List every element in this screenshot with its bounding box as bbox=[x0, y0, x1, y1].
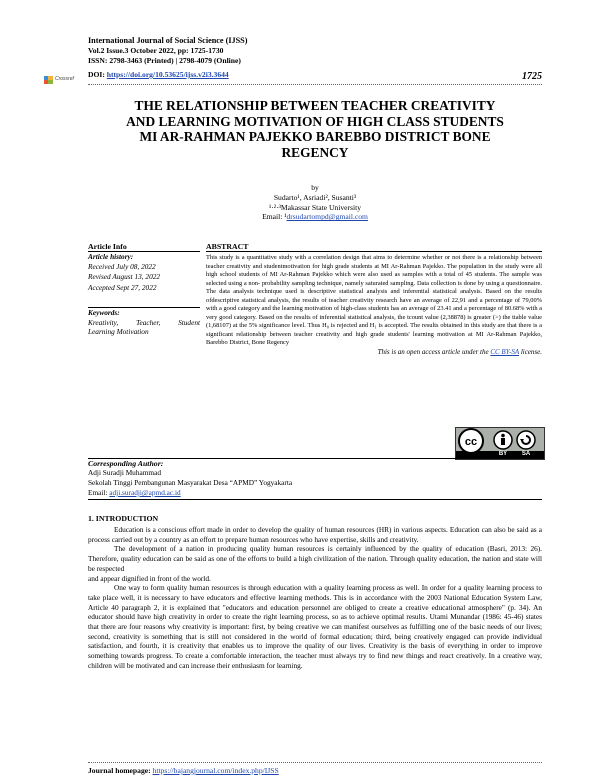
homepage-separator: : bbox=[148, 766, 153, 775]
corresponding-name: Adji Suradji Muhammad bbox=[88, 468, 161, 477]
byline bbox=[88, 183, 542, 222]
keywords-line: Kreativity, Teacher, Student bbox=[88, 317, 200, 327]
intro-paragraph: The development of a nation in producing quality human resources is certainly influenced by the quality of education (Basri, 2013: 26). Therefore, quality education can be said as one of the efforts to build a high civilization of the nation. Through quality education, the nation and state will be respected bbox=[88, 544, 542, 573]
article-info bbox=[88, 242, 200, 337]
title-line: THE RELATIONSHIP BETWEEN TEACHER CREATIVITY bbox=[134, 98, 496, 113]
keywords-label: Keywords: bbox=[88, 308, 120, 317]
corresponding-heading: Corresponding Author: bbox=[88, 459, 164, 468]
title-line: AND LEARNING MOTIVATION OF HIGH CLASS STUDENTS bbox=[126, 113, 504, 129]
abstract-heading: ABSTRACT bbox=[206, 242, 249, 251]
title-line: REGENCY bbox=[281, 144, 349, 160]
abstract bbox=[206, 242, 542, 356]
cc-by-label: BY bbox=[498, 451, 508, 457]
introduction-section bbox=[88, 514, 542, 671]
keywords-line: Learning Motivation bbox=[88, 327, 149, 336]
homepage-link[interactable]: https://bajangjournal.com/index.php/IJSS bbox=[152, 766, 279, 775]
license-suffix: license. bbox=[519, 348, 542, 357]
corresponding-email-label: Email: bbox=[88, 488, 110, 497]
crossref-logo bbox=[44, 76, 82, 85]
accepted-date: Accepted Sept 27, 2022 bbox=[88, 282, 157, 292]
intro-paragraph: Education is a conscious effort made in order to develop the quality of human resources (HR) in various aspects. Education can also be said as a process carried out by a country as an effort to prepare human resources who have expertise, skills and creativity. bbox=[88, 525, 542, 544]
doi-link[interactable]: https://doi.org/10.53625/ijss.v2i3.3644 bbox=[106, 70, 229, 79]
by-word: by bbox=[311, 183, 319, 192]
crossref-icon bbox=[44, 76, 53, 84]
journal-name: International Journal of Social Science (IJSS) bbox=[88, 36, 248, 45]
affiliation: ¹·²·³Makassar State University bbox=[268, 202, 362, 212]
header-divider bbox=[88, 84, 542, 85]
paper-title bbox=[88, 98, 542, 160]
author-email-line bbox=[88, 212, 542, 222]
open-access-note bbox=[206, 348, 542, 356]
corresponding-email-line bbox=[88, 488, 542, 498]
introduction-heading: 1. INTRODUCTION bbox=[88, 514, 159, 523]
doi-label: DOI: bbox=[88, 70, 107, 79]
corresponding-author bbox=[88, 458, 542, 500]
corresponding-bottom-divider bbox=[88, 499, 542, 500]
email-label: Email: ¹ bbox=[262, 212, 287, 222]
volume-line: Vol.2 Issue.3 October 2022, pp: 1725-1730 bbox=[88, 46, 224, 55]
intro-paragraph-continuation: and appear dignified in front of the world. bbox=[88, 573, 211, 583]
title-line: MI AR-RAHMAN PAJEKKO BAREBBO DISTRICT BONE bbox=[139, 129, 491, 144]
issn-line: ISSN: 2798-3463 (Printed) | 2798-4079 (Online) bbox=[88, 56, 241, 65]
received-date: Received July 08, 2022 bbox=[88, 261, 156, 271]
revised-date: Revised August 13, 2022 bbox=[88, 272, 161, 281]
corresponding-institution: Sekolah Tinggi Pembangunan Masyarakat Desa “APMD” Yogyakarta bbox=[88, 478, 293, 487]
cc-by-sa-badge[interactable] bbox=[455, 427, 545, 460]
abstract-text: This study is a quantitative study with a correlation design that aims to determine whether or not there is a relationship between teacher creativity and studentmotivation for high grade students at MI Ar-Rahman Pajekko. The population in the study were all high school students of MI Ar-Rahman Pajekko which were also used as samples with a total of 45 students. The sample was selected using a non- probability sampling technique, namely saturated sampling. Data collection is done by using a questionnaire. The data analysis technique used is descriptive statistical analysis and inferential statistical analysis. Based on the results ofdescriptive statistical analysis, the results of teacher creativity research have an average of 22,91 and a percentage of 79,00% with a good category and the learning motivation of high-class students has an average of 23.41 and a percentage of 80.68% with a very good category. Based on the results of inferential statistical analysis, the tcount value (2,38878) is greater (>) the ttable value (1,68107) at the 5% significance level. Thus H₀ is rejected and H₁ is accepted. The results obtained in this study are that there is a significant relationship between teacher creativity and high grade students' learning motivation at MI Ar-Rahman Pajekko, Barebbo District, Bone Regency bbox=[206, 254, 542, 347]
page-number: 1725 bbox=[522, 71, 542, 82]
abstract-divider bbox=[206, 251, 542, 252]
open-access-text: This is an open access article under the bbox=[377, 348, 491, 357]
history-label: Article history: bbox=[88, 252, 134, 261]
doi-line bbox=[88, 70, 229, 79]
footer-divider bbox=[88, 762, 542, 763]
homepage-label: Journal homepage bbox=[88, 766, 149, 775]
author-email-link[interactable]: drsudartompd@gmail.com bbox=[286, 212, 368, 222]
cc-sa-label: SA bbox=[521, 451, 531, 457]
article-info-heading: Article Info bbox=[88, 242, 127, 251]
corresponding-email-link[interactable]: adji.suradji@apmd.ac.id bbox=[109, 488, 181, 497]
svg-text:cc: cc bbox=[464, 436, 478, 448]
journal-homepage bbox=[88, 766, 279, 775]
authors: Sudarto¹, Asriadi², Susanti³ bbox=[273, 192, 357, 202]
license-link[interactable]: CC BY-SA bbox=[490, 348, 520, 357]
intro-paragraph: One way to form quality human resources is through education with a quality learning process as well. In order for a quality learning process to take place well, it is necessary to have educators and effective learning methods. This is in accordance with the 2003 National Education System Law, Article 40 paragraph 2, it is explained that "educators and education personnel are obliged to create a creative educational atmosphere" (p. 34). An educator should have high creativity in order to create the right learning process, so as to achieve optimal results. Utami Munandar (1986: 45-46) states that there are four reasons why creativity is important: first, by being creative we can manifest ourselves as fulfilling one of the basic needs of our lives; second, creativity is something that is still not considered in the world of formal education; third, being creatively engaged can provide individual satisfaction, and fourth, it is creativity that enables us to improve the quality of our lives. Creativity is the basis of everything in order to improve something towards progress. To create a comfortable interaction, the teacher must always try to find new things and react creatively. In a creative way, children will be motivated and can increase their enthusiasm for learning. bbox=[88, 583, 542, 670]
logo-text: Crossref bbox=[55, 76, 74, 82]
